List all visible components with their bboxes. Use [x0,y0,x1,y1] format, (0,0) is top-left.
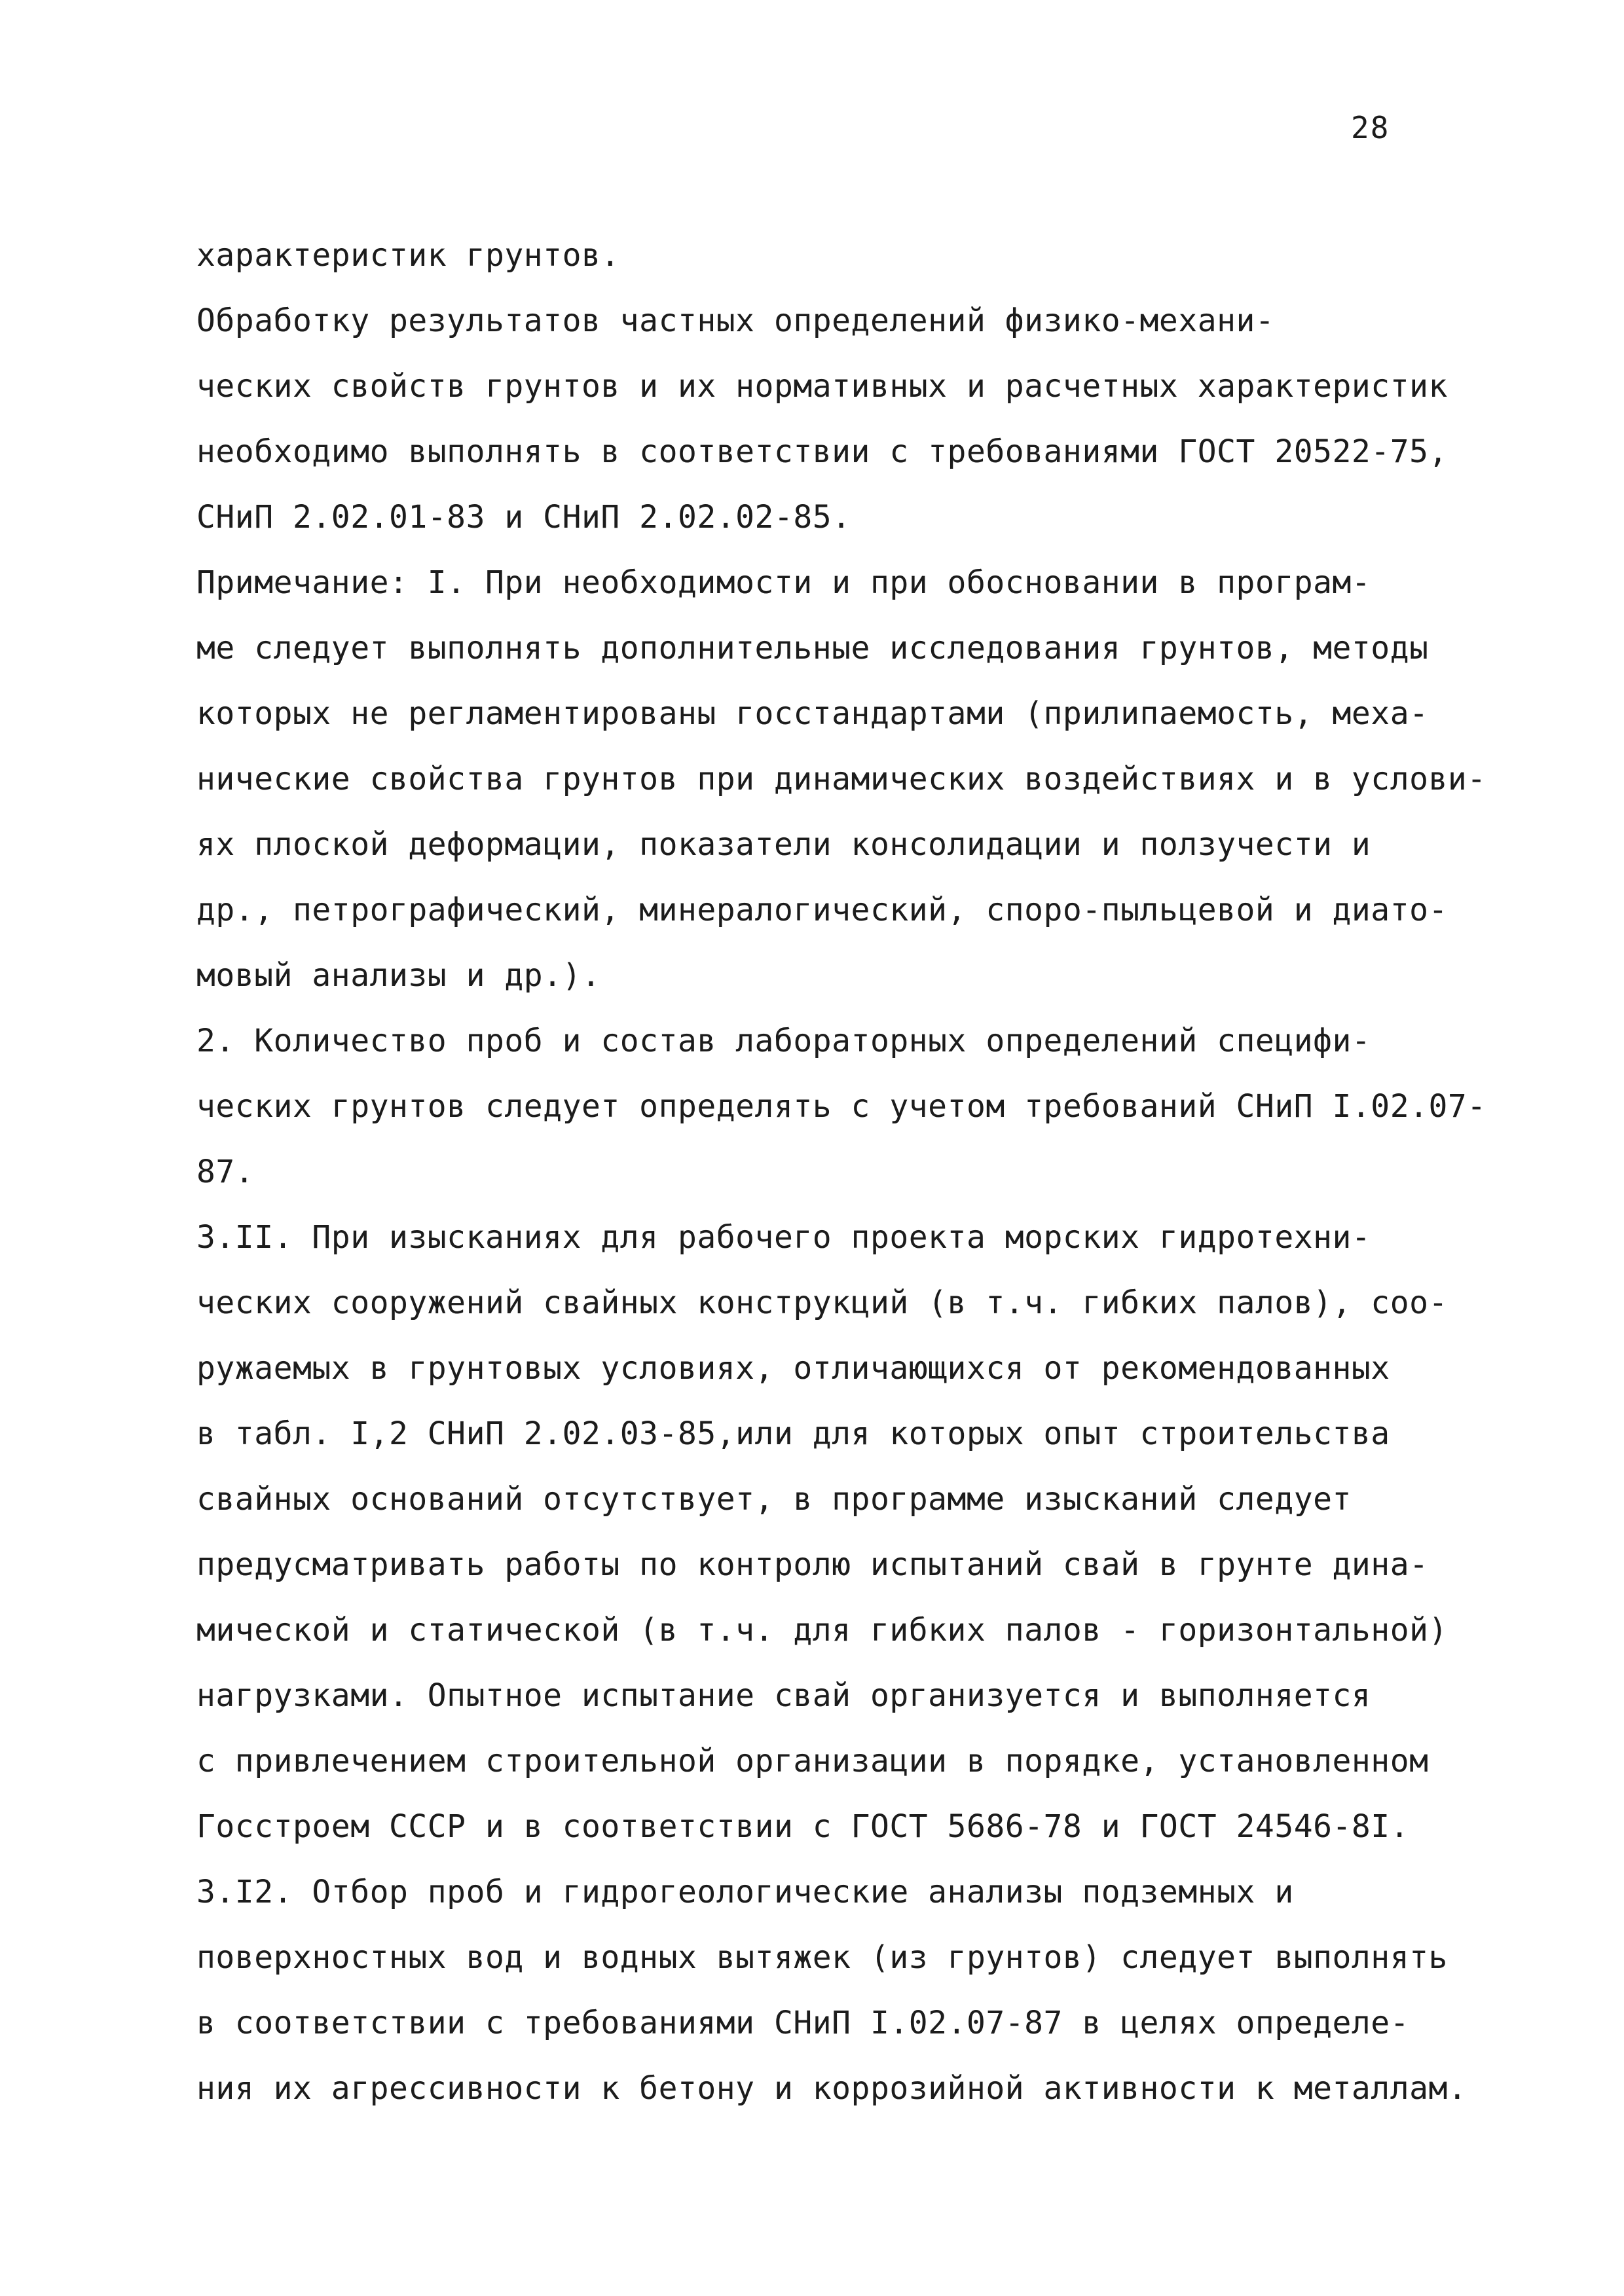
body-text [196,223,1559,2121]
page-number: 28 [1351,110,1390,145]
text-line: 2. Количество проб и состав лабораторных определений специфи- [196,1023,1371,1059]
text-line: 87. [196,1154,255,1190]
text-line: 3.I2. Отбор проб и гидрогеологические анализы подземных и [196,1874,1294,1910]
text-line: необходимо выполнять в соответствии с требованиями ГОСТ 20522-75, [196,433,1448,470]
text-line: ческих грунтов следует определять с учетом требований СНиП I.02.07- [196,1088,1486,1125]
text-line: СНиП 2.02.01-83 и СНиП 2.02.02-85. [196,499,851,536]
text-line: в соответствии с требованиями СНиП I.02.07-87 в целях определе- [196,2005,1410,2041]
text-line: которых не регламентированы госстандартами (прилипаемость, меха- [196,695,1429,732]
text-line: др., петрографический, минералогический, споро-пыльцевой и диато- [196,892,1448,928]
text-line: мической и статической (в т.ч. для гибких палов - горизонтальной) [196,1612,1448,1649]
text-line: предусматривать работы по контролю испытаний свай в грунте дина- [196,1546,1429,1583]
text-line: ческих свойств грунтов и их нормативных и расчетных характеристик [196,368,1448,405]
text-line: свайных оснований отсутствует, в программе изысканий следует [196,1481,1352,1518]
text-line: Госстроем СССР и в соответствии с ГОСТ 5686-78 и ГОСТ 24546-8I. [196,1808,1410,1845]
text-line: ях плоской деформации, показатели консолидации и ползучести и [196,826,1371,863]
text-line: мовый анализы и др.). [196,957,601,994]
text-line: 3.II. При изысканиях для рабочего проекта морских гидротехни- [196,1219,1371,1256]
text-line: ческих сооружений свайных конструкций (в т.ч. гибких палов), соо- [196,1285,1448,1321]
text-line: с привлечением строительной организации в порядке, установленном [196,1743,1429,1779]
text-line: характеристик грунтов. [196,237,620,274]
text-line: ния их агрессивности к бетону и коррозийной активности к металлам. [196,2070,1467,2107]
text-line: ружаемых в грунтовых условиях, отличающихся от рекомендованных [196,1350,1390,1387]
text-line: ме следует выполнять дополнительные исследования грунтов, методы [196,630,1429,666]
text-line: в табл. I,2 СНиП 2.02.03-85,или для которых опыт строительства [196,1415,1390,1452]
text-line: нические свойства грунтов при динамических воздействиях и в услови- [196,761,1486,797]
text-line: нагрузками. Опытное испытание свай организуется и выполняется [196,1677,1371,1714]
text-line: поверхностных вод и водных вытяжек (из грунтов) следует выполнять [196,1939,1448,1976]
text-line: Обработку результатов частных определений физико-механи- [196,302,1275,339]
text-line: Примечание: I. При необходимости и при обосновании в програм- [196,564,1371,601]
